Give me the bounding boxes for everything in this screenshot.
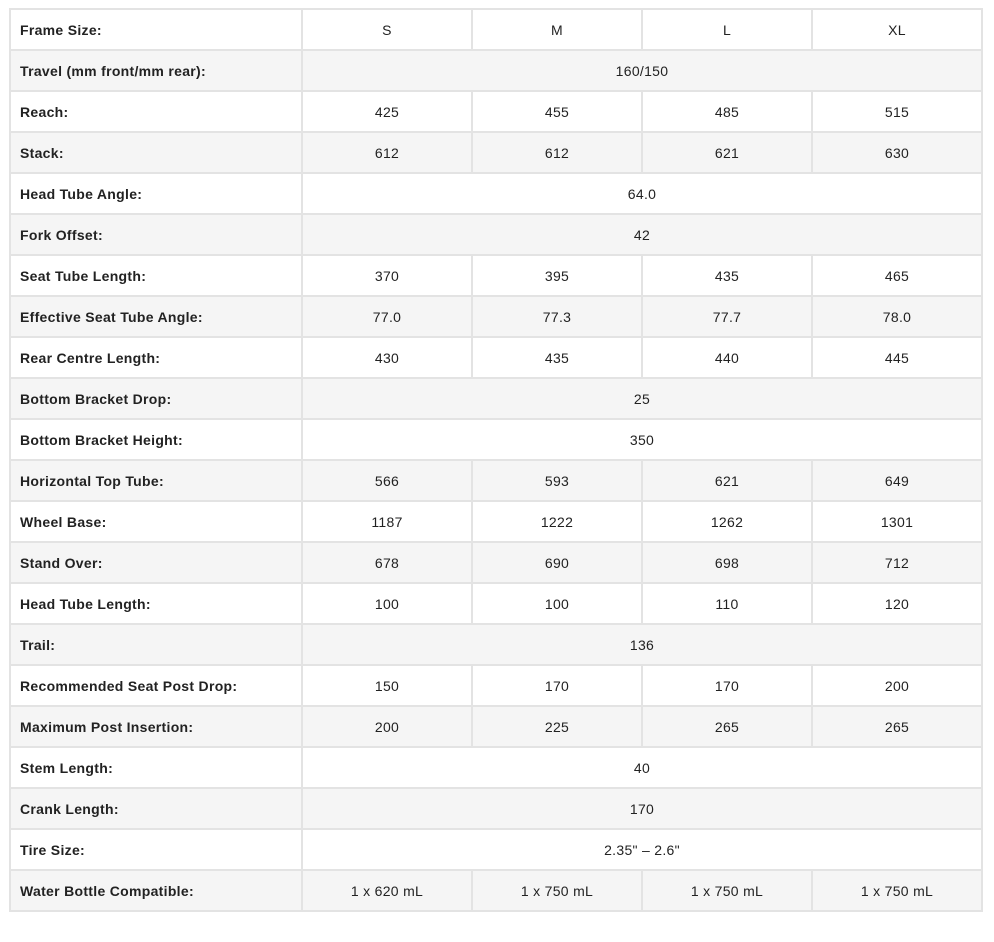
table-cell: M — [472, 9, 642, 50]
geometry-table — [9, 8, 983, 912]
row-label: Horizontal Top Tube: — [10, 460, 302, 501]
table-cell: 485 — [642, 91, 812, 132]
table-cell: XL — [812, 9, 982, 50]
table-row — [10, 9, 982, 50]
table-row — [10, 255, 982, 296]
table-row — [10, 419, 982, 460]
table-row — [10, 706, 982, 747]
table-cell: 225 — [472, 706, 642, 747]
row-label: Trail: — [10, 624, 302, 665]
row-label: Seat Tube Length: — [10, 255, 302, 296]
geometry-table-body — [10, 9, 982, 911]
table-cell: 1222 — [472, 501, 642, 542]
table-cell: L — [642, 9, 812, 50]
table-cell: 350 — [302, 419, 982, 460]
table-row — [10, 378, 982, 419]
table-row — [10, 132, 982, 173]
row-label: Head Tube Angle: — [10, 173, 302, 214]
table-cell: 100 — [472, 583, 642, 624]
table-row — [10, 665, 982, 706]
table-cell: 120 — [812, 583, 982, 624]
row-label: Wheel Base: — [10, 501, 302, 542]
table-cell: S — [302, 9, 472, 50]
table-cell: 435 — [472, 337, 642, 378]
table-cell: 712 — [812, 542, 982, 583]
row-label: Effective Seat Tube Angle: — [10, 296, 302, 337]
row-label: Crank Length: — [10, 788, 302, 829]
table-cell: 170 — [472, 665, 642, 706]
table-cell: 150 — [302, 665, 472, 706]
table-row — [10, 91, 982, 132]
table-cell: 370 — [302, 255, 472, 296]
table-cell: 630 — [812, 132, 982, 173]
table-cell: 77.7 — [642, 296, 812, 337]
table-cell: 265 — [642, 706, 812, 747]
row-label: Fork Offset: — [10, 214, 302, 255]
table-cell: 515 — [812, 91, 982, 132]
table-cell: 200 — [302, 706, 472, 747]
table-cell: 435 — [642, 255, 812, 296]
table-cell: 395 — [472, 255, 642, 296]
table-cell: 612 — [472, 132, 642, 173]
table-row — [10, 624, 982, 665]
table-cell: 78.0 — [812, 296, 982, 337]
table-cell: 593 — [472, 460, 642, 501]
table-cell: 566 — [302, 460, 472, 501]
table-cell: 649 — [812, 460, 982, 501]
row-label: Travel (mm front/mm rear): — [10, 50, 302, 91]
row-label: Tire Size: — [10, 829, 302, 870]
table-cell: 455 — [472, 91, 642, 132]
table-cell: 465 — [812, 255, 982, 296]
row-label: Rear Centre Length: — [10, 337, 302, 378]
row-label: Recommended Seat Post Drop: — [10, 665, 302, 706]
table-cell: 1 x 750 mL — [642, 870, 812, 911]
row-label: Bottom Bracket Height: — [10, 419, 302, 460]
table-cell: 440 — [642, 337, 812, 378]
table-cell: 1187 — [302, 501, 472, 542]
table-cell: 430 — [302, 337, 472, 378]
table-row — [10, 501, 982, 542]
table-cell: 25 — [302, 378, 982, 419]
table-cell: 2.35" – 2.6" — [302, 829, 982, 870]
table-cell: 160/150 — [302, 50, 982, 91]
table-cell: 136 — [302, 624, 982, 665]
table-cell: 425 — [302, 91, 472, 132]
row-label: Reach: — [10, 91, 302, 132]
table-cell: 698 — [642, 542, 812, 583]
table-cell: 110 — [642, 583, 812, 624]
table-cell: 170 — [642, 665, 812, 706]
table-cell: 621 — [642, 460, 812, 501]
row-label: Head Tube Length: — [10, 583, 302, 624]
table-row — [10, 829, 982, 870]
table-row — [10, 214, 982, 255]
table-row — [10, 173, 982, 214]
table-cell: 445 — [812, 337, 982, 378]
table-cell: 42 — [302, 214, 982, 255]
table-row — [10, 583, 982, 624]
table-row — [10, 870, 982, 911]
table-row — [10, 296, 982, 337]
row-label: Stand Over: — [10, 542, 302, 583]
table-cell: 1262 — [642, 501, 812, 542]
table-row — [10, 337, 982, 378]
table-row — [10, 542, 982, 583]
table-cell: 200 — [812, 665, 982, 706]
table-cell: 690 — [472, 542, 642, 583]
table-cell: 40 — [302, 747, 982, 788]
row-label: Frame Size: — [10, 9, 302, 50]
table-row — [10, 747, 982, 788]
row-label: Water Bottle Compatible: — [10, 870, 302, 911]
table-cell: 77.0 — [302, 296, 472, 337]
table-cell: 612 — [302, 132, 472, 173]
table-cell: 1 x 750 mL — [812, 870, 982, 911]
table-cell: 1 x 620 mL — [302, 870, 472, 911]
table-cell: 170 — [302, 788, 982, 829]
table-cell: 678 — [302, 542, 472, 583]
row-label: Maximum Post Insertion: — [10, 706, 302, 747]
table-cell: 77.3 — [472, 296, 642, 337]
row-label: Stem Length: — [10, 747, 302, 788]
table-row — [10, 460, 982, 501]
row-label: Stack: — [10, 132, 302, 173]
table-row — [10, 788, 982, 829]
table-cell: 100 — [302, 583, 472, 624]
table-row — [10, 50, 982, 91]
table-cell: 64.0 — [302, 173, 982, 214]
table-cell: 621 — [642, 132, 812, 173]
row-label: Bottom Bracket Drop: — [10, 378, 302, 419]
table-cell: 1301 — [812, 501, 982, 542]
table-cell: 1 x 750 mL — [472, 870, 642, 911]
table-cell: 265 — [812, 706, 982, 747]
